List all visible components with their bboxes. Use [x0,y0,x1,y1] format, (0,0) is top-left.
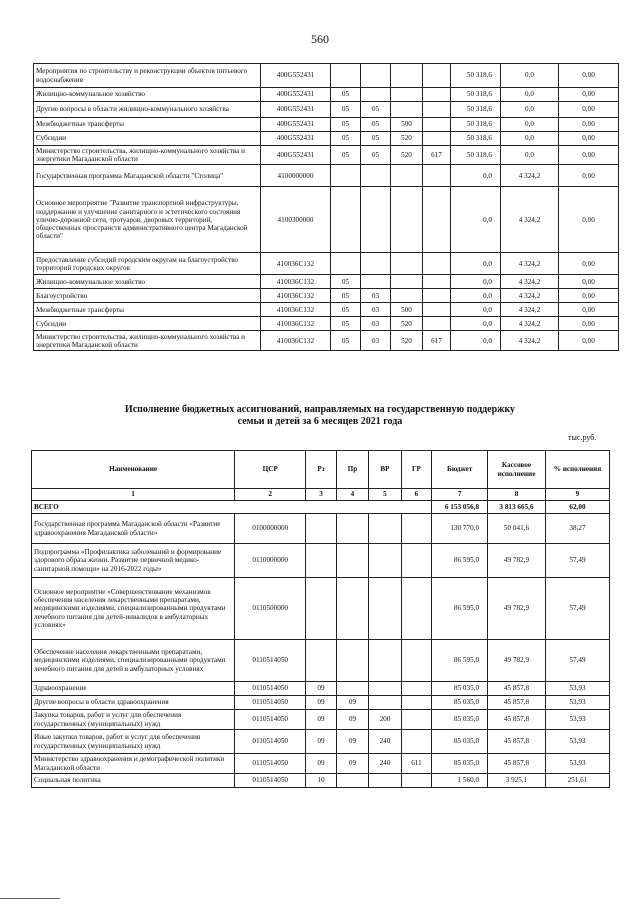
cell-rz: 05 [331,303,361,317]
cell-vr [391,187,423,253]
cell-pr: 03 [361,331,391,351]
cell-v1: 50 318,6 [451,132,501,146]
column-number: 1 [32,489,235,501]
cell-name: Государственная программа Магаданской области «Развитие здравоохранения Магаданской области» [32,514,235,544]
cell-csr: 400G552431 [261,64,331,88]
cell-rz: 05 [331,317,361,331]
cell-v3: 0,00 [559,303,619,317]
cell-v3: 53,93 [545,696,609,710]
column-number: 8 [488,489,546,501]
cell-vr [391,88,423,102]
cell-pr: 03 [361,289,391,303]
cell-name: Мероприятия по строительству и реконструкции объектов питьевого водоснабжения [34,64,261,88]
cell-name: Другие вопросы в области здравоохранения [32,696,235,710]
cell-gr [401,710,431,730]
family-support-table [31,450,610,788]
cell-gr [401,696,431,710]
cell-v1: 0,0 [451,289,501,303]
cell-vr: 500 [391,118,423,132]
cell-v2: 45 857,8 [488,682,546,696]
cell-gr [401,514,431,544]
cell-v2: 4 324,2 [501,289,559,303]
cell-gr: 611 [401,754,431,774]
cell-pr: 09 [336,710,369,730]
cell-gr [401,544,431,578]
cell-gr [401,640,431,682]
cell-v3: 0,00 [559,187,619,253]
cell-rz: 05 [331,132,361,146]
table-row [34,317,619,331]
cell-v1: 0,0 [451,331,501,351]
cell-gr [401,578,431,640]
cell-pr: 05 [361,102,391,118]
cell-rz: 09 [306,754,336,774]
cell-csr: 4100000000 [261,165,331,187]
cell-pr: 05 [361,132,391,146]
cell-pr [336,544,369,578]
cell-v1: 86 595,0 [432,640,488,682]
cell-v1: 0,0 [451,165,501,187]
cell-v3: 0,00 [559,275,619,289]
cell-gr [423,102,451,118]
cell-name: Подпрограмма «Профилактика заболеваний и формирование здорового образа жизни. Развитие первичной медико-санитарной помощи» на 2016-2022 годы» [32,544,235,578]
cell-csr: 0110514050 [235,710,306,730]
cell-rz: 05 [331,275,361,289]
column-number: 3 [306,489,336,501]
cell-gr [423,64,451,88]
cell-v2: 4 324,2 [501,187,559,253]
table-row [34,102,619,118]
cell-pr [336,682,369,696]
cell-rz: 05 [331,331,361,351]
cell-v1: 50 318,6 [451,118,501,132]
cell-vr: 500 [391,303,423,317]
cell-csr: 410036C132 [261,275,331,289]
cell-v3: 0,00 [559,253,619,275]
cell-rz: 05 [331,146,361,165]
cell-gr [423,132,451,146]
cell-v2: 0,0 [501,102,559,118]
cell-v2: 45 857,8 [488,754,546,774]
cell-gr [423,303,451,317]
footer-rule [0,898,60,899]
table-row [34,132,619,146]
cell-vr [369,640,402,682]
cell-gr [423,253,451,275]
cell-v3: 57,49 [545,544,609,578]
cell-v3: 57,49 [545,578,609,640]
cell-v3: 0,00 [559,132,619,146]
cell-v2: 50 041,6 [488,514,546,544]
cell-vr [391,275,423,289]
cell-pr [361,275,391,289]
cell-v2: 49 782,9 [488,544,546,578]
table-row [32,578,610,640]
cell-v2: 45 857,8 [488,710,546,730]
cell-pr: 03 [361,303,391,317]
cell-name: Межбюджетные трансферты [34,303,261,317]
cell-rz [306,640,336,682]
cell-csr: 400G552431 [261,146,331,165]
cell-vr: 520 [391,132,423,146]
cell-vr [391,165,423,187]
table-row [32,640,610,682]
table-row [34,88,619,102]
total-budget: 6 153 056,8 [432,501,488,514]
cell-v3: 0,00 [559,64,619,88]
section-title [0,404,640,428]
cell-v1: 85 035,0 [432,696,488,710]
cell-rz [306,544,336,578]
cell-v2: 0,0 [501,146,559,165]
cell-v3: 0,00 [559,331,619,351]
cell-v3: 0,00 [559,118,619,132]
cell-v2: 49 782,9 [488,578,546,640]
cell-name: Благоустройство [34,289,261,303]
cell-pr [336,774,369,788]
cell-name: Иные закупки товаров, работ и услуг для обеспечения государственных (муниципальных) нужд [32,730,235,754]
cell-name: Межбюджетные трансферты [34,118,261,132]
cell-name: Жилищно-коммунальное хозяйство [34,88,261,102]
cell-v1: 85 035,0 [432,682,488,696]
cell-v3: 0,00 [559,317,619,331]
cell-csr: 410036C132 [261,317,331,331]
cell-v2: 45 857,8 [488,730,546,754]
cell-name: Социальная политика [32,774,235,788]
cell-vr: 520 [391,331,423,351]
cell-csr: 0110514050 [235,754,306,774]
cell-vr: 240 [369,754,402,774]
cell-name: Субсидии [34,317,261,331]
cell-gr [423,275,451,289]
cell-pr: 03 [361,317,391,331]
cell-vr [369,514,402,544]
column-header: Кассовое исполнение [488,451,546,489]
cell-rz [331,187,361,253]
cell-pr: 09 [336,696,369,710]
page-number: 560 [311,32,329,46]
table-row [34,165,619,187]
cell-vr [391,64,423,88]
column-header: ЦСР [235,451,306,489]
cell-csr: 0110514050 [235,730,306,754]
cell-v1: 85 035,0 [432,754,488,774]
column-number: 7 [432,489,488,501]
cell-vr [369,696,402,710]
cell-v2: 4 324,2 [501,317,559,331]
cell-name: Министерство строительства, жилищно-коммунального хозяйства и энергетики Магаданской области [34,146,261,165]
cell-csr: 410036C132 [261,289,331,303]
table-row [34,64,619,88]
cell-csr: 400G552431 [261,102,331,118]
cell-name: Субсидии [34,132,261,146]
cell-rz [306,514,336,544]
cell-v1: 50 318,6 [451,88,501,102]
cell-name: Основное мероприятие «Совершенствование механизмов обеспечения населения лекарственными препаратами, медицинскими изделиями, специализированными продуктами лечебного питания для детей-инвалидов в амбулаторных условиях» [32,578,235,640]
cell-csr: 0110514050 [235,640,306,682]
cell-v1: 0,0 [451,275,501,289]
cell-vr: 520 [391,146,423,165]
table-row [32,682,610,696]
total-execution: 3 813 665,6 [488,501,546,514]
cell-v2: 45 857,8 [488,696,546,710]
cell-gr [423,88,451,102]
cell-rz: 05 [331,118,361,132]
cell-csr: 0110500000 [235,578,306,640]
cell-gr: 617 [423,146,451,165]
cell-v3: 53,93 [545,754,609,774]
cell-pr [361,165,391,187]
cell-v2: 0,0 [501,132,559,146]
cell-vr [369,774,402,788]
total-percent: 62,00 [545,501,609,514]
cell-name: Предоставление субсидий городским округам на благоустройство территорий городских округов [34,253,261,275]
cell-v1: 85 035,0 [432,710,488,730]
column-number: 9 [545,489,609,501]
cell-v1: 0,0 [451,317,501,331]
cell-rz: 10 [306,774,336,788]
cell-vr: 520 [391,317,423,331]
table-row [32,730,610,754]
cell-name: Обеспечение населения лекарственными препаратами, медицинскими изделиями, специализированными продуктами лечебного питания для детей в амбулаторных условиях [32,640,235,682]
cell-name: Другие вопросы в области жилищно-коммунального хозяйства [34,102,261,118]
cell-name: Жилищно-коммунальное хозяйство [34,275,261,289]
cell-v1: 1 560,0 [432,774,488,788]
cell-vr [369,682,402,696]
cell-v2: 0,0 [501,118,559,132]
column-header: Наименование [32,451,235,489]
column-header: ГР [401,451,431,489]
cell-vr [369,578,402,640]
table-row [32,514,610,544]
cell-csr: 0110000000 [235,544,306,578]
cell-v1: 0,0 [451,187,501,253]
column-header: Бюджет [432,451,488,489]
cell-vr [391,253,423,275]
cell-v1: 0,0 [451,303,501,317]
cell-v3: 0,00 [559,88,619,102]
cell-v1: 86 595,0 [432,544,488,578]
cell-v2: 49 782,9 [488,640,546,682]
cell-csr: 0110514050 [235,696,306,710]
cell-pr [361,187,391,253]
cell-gr: 617 [423,331,451,351]
cell-pr [336,578,369,640]
column-header: Пр [336,451,369,489]
cell-v2: 4 324,2 [501,331,559,351]
cell-vr: 200 [369,710,402,730]
table-row [34,146,619,165]
cell-gr [401,730,431,754]
column-header: % исполнения [545,451,609,489]
cell-v2: 0,0 [501,64,559,88]
table-row [32,710,610,730]
cell-v3: 38,27 [545,514,609,544]
cell-rz: 09 [306,682,336,696]
cell-gr [401,774,431,788]
cell-rz [331,253,361,275]
column-number: 2 [235,489,306,501]
cell-v3: 0,00 [559,289,619,303]
table-row [34,118,619,132]
cell-rz: 09 [306,696,336,710]
table-row [32,696,610,710]
cell-v3: 57,49 [545,640,609,682]
cell-gr [401,682,431,696]
table-row [34,331,619,351]
column-number: 6 [401,489,431,501]
cell-v3: 53,93 [545,682,609,696]
cell-v3: 0,00 [559,146,619,165]
column-number: 5 [369,489,402,501]
cell-name: Основное мероприятие "Развитие транспортной инфраструктуры, поддержание и улучшение санитарного и эстетического состояния улично-дорожной сети, тротуаров, дворовых территорий, общественных пространств административного центра Магаданской области" [34,187,261,253]
cell-name: Здравоохранение [32,682,235,696]
cell-csr: 400G552431 [261,132,331,146]
cell-name: Министерство строительства, жилищно-коммунального хозяйства и энергетики Магаданской области [34,331,261,351]
cell-rz: 05 [331,102,361,118]
cell-gr [423,118,451,132]
cell-pr: 05 [361,118,391,132]
table-row [32,544,610,578]
cell-pr [361,88,391,102]
cell-rz: 05 [331,88,361,102]
cell-v3: 53,93 [545,710,609,730]
section-title-line1: Исполнение бюджетных ассигнований, направляемых на государственную поддержку [124,404,516,415]
cell-v3: 0,00 [559,165,619,187]
cell-pr [361,253,391,275]
cell-gr [423,289,451,303]
units-label: тыс.руб. [568,433,597,442]
cell-v1: 85 035,0 [432,730,488,754]
cell-v1: 0,0 [451,253,501,275]
cell-rz: 09 [306,710,336,730]
cell-v2: 0,0 [501,88,559,102]
table-row [34,187,619,253]
table-row [34,275,619,289]
cell-pr [336,640,369,682]
table-row [32,774,610,788]
cell-csr: 400G552431 [261,118,331,132]
cell-rz [331,64,361,88]
cell-v3: 251,61 [545,774,609,788]
cell-pr: 05 [361,146,391,165]
cell-pr: 09 [336,730,369,754]
cell-rz: 05 [331,289,361,303]
cell-rz: 09 [306,730,336,754]
cell-rz [331,165,361,187]
cell-v2: 4 324,2 [501,165,559,187]
cell-v1: 130 770,0 [432,514,488,544]
cell-gr [423,187,451,253]
cell-v3: 0,00 [559,102,619,118]
cell-csr: 0110514050 [235,682,306,696]
cell-name: Министерство здравоохранения и демографической политики Магаданской области [32,754,235,774]
cell-pr: 09 [336,754,369,774]
cell-v2: 4 324,2 [501,275,559,289]
cell-v3: 53,93 [545,730,609,754]
table-row [32,754,610,774]
cell-name: Государственная программа Магаданской области "Столица" [34,165,261,187]
cell-vr: 240 [369,730,402,754]
table-row [34,289,619,303]
cell-name: Закупка товаров, работ и услуг для обеспечения государственных (муниципальных) нужд [32,710,235,730]
table-row [34,303,619,317]
cell-v2: 4 324,2 [501,303,559,317]
cell-gr [423,165,451,187]
total-label: ВСЕГО [32,501,432,514]
cell-pr [336,514,369,544]
cell-csr: 4100300000 [261,187,331,253]
column-number: 4 [336,489,369,501]
cell-csr: 0110514050 [235,774,306,788]
cell-vr [391,289,423,303]
cell-rz [306,578,336,640]
cell-v2: 3 925,1 [488,774,546,788]
total-row [32,501,610,514]
section-title-line2: семьи и детей за 6 месяцев 2021 года [237,416,403,427]
cell-vr [391,102,423,118]
cell-v1: 50 318,6 [451,64,501,88]
column-header: Рз [306,451,336,489]
cell-v1: 50 318,6 [451,146,501,165]
cell-v2: 4 324,2 [501,253,559,275]
cell-csr: 0100000000 [235,514,306,544]
cell-csr: 410036C132 [261,253,331,275]
cell-v1: 86 595,0 [432,578,488,640]
table-row [34,253,619,275]
cell-csr: 410036C132 [261,331,331,351]
cell-csr: 410036C132 [261,303,331,317]
cell-v1: 50 318,6 [451,102,501,118]
cell-csr: 400G552431 [261,88,331,102]
top-budget-table [33,63,619,351]
cell-gr [423,317,451,331]
cell-pr [361,64,391,88]
column-header: ВР [369,451,402,489]
cell-vr [369,544,402,578]
